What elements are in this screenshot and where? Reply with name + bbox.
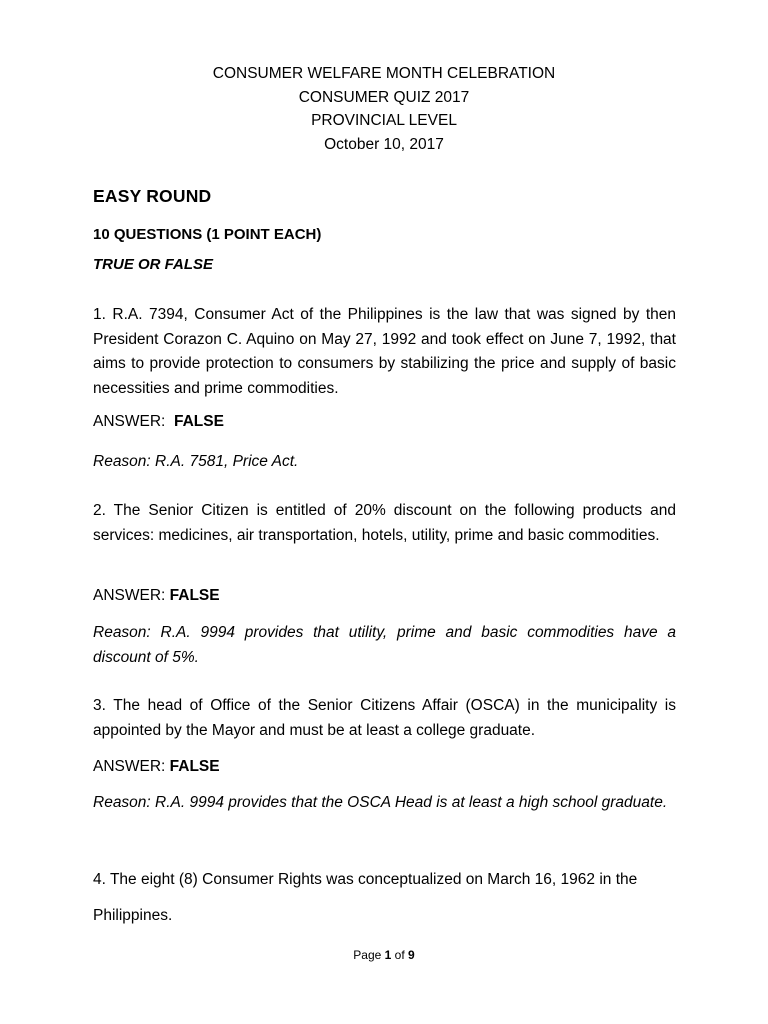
- answer-label: ANSWER:: [93, 587, 166, 604]
- question-4-text-continued: Philippines.: [93, 907, 173, 924]
- question-4-text: 4. The eight (8) Consumer Rights was conceptualized on March 16, 1962 in the: [93, 871, 638, 888]
- header-line-1: CONSUMER WELFARE MONTH CELEBRATION: [212, 65, 556, 82]
- page-footer: [0, 948, 768, 962]
- answer-label: ANSWER:: [93, 413, 166, 430]
- header-date: October 10, 2017: [324, 135, 444, 153]
- question-3-answer: [93, 758, 220, 776]
- document-header: [0, 62, 768, 156]
- page-word: Page: [353, 948, 382, 962]
- page-total: 9: [408, 948, 415, 962]
- question-2-reason: Reason: R.A. 9994 provides that utility, prime and basic commodities have a discount of 5%.: [93, 624, 676, 666]
- answer-value: FALSE: [169, 587, 220, 604]
- answer-value: FALSE: [173, 413, 224, 430]
- question-1-answer: [93, 413, 224, 431]
- answer-label: ANSWER:: [93, 758, 166, 775]
- question-1-reason: Reason: R.A. 7581, Price Act.: [93, 453, 299, 470]
- header-line-2: CONSUMER QUIZ 2017: [298, 88, 470, 106]
- round-subtitle: 10 QUESTIONS (1 POINT EACH): [93, 226, 322, 243]
- answer-value: FALSE: [169, 758, 220, 775]
- question-type: TRUE OR FALSE: [93, 256, 214, 273]
- question-1-text: 1. R.A. 7394, Consumer Act of the Philippines is the law that was signed by then President Corazon C. Aquino on May 27, 1992 and took effect on June 7, 1992, that aims to provide protection to consumers by stabilizing the price and supply of basic necessities and prime commodities.: [93, 306, 676, 397]
- question-3-text: 3. The head of Office of the Senior Citizens Affair (OSCA) in the municipality is appointed by the Mayor and must be at least a college graduate.: [93, 697, 676, 739]
- question-3-reason: Reason: R.A. 9994 provides that the OSCA Head is at least a high school graduate.: [93, 794, 668, 811]
- page-current: 1: [384, 948, 392, 962]
- page-of-word: of: [394, 948, 405, 962]
- question-2-answer: [93, 587, 220, 605]
- question-2-text: 2. The Senior Citizen is entitled of 20% discount on the following products and services: medicines, air transportation, hotels, utility, prime and basic commodities.: [93, 502, 676, 544]
- header-line-3: PROVINCIAL LEVEL: [311, 112, 457, 129]
- round-title: EASY ROUND: [93, 186, 212, 206]
